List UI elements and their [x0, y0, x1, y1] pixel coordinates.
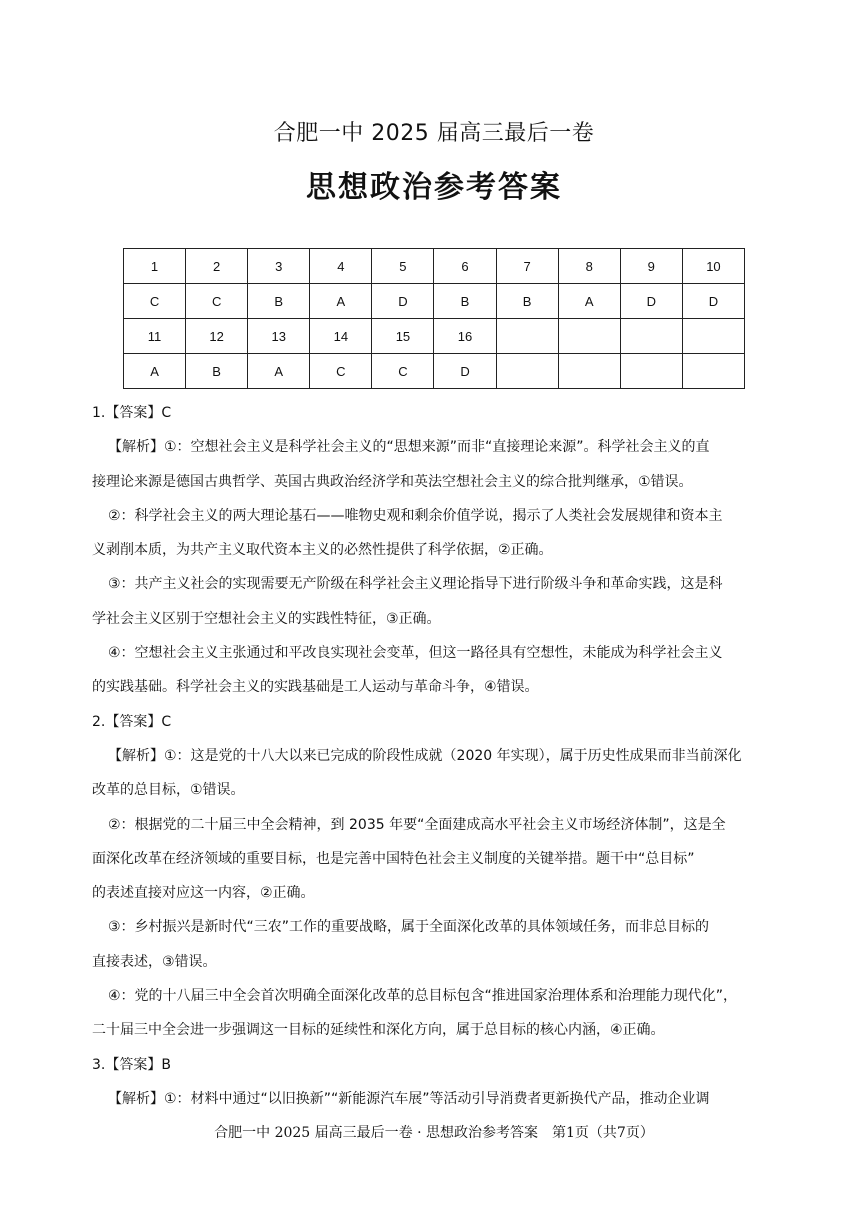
question-number-cell: 14	[310, 319, 372, 354]
answer-cell: D	[682, 284, 744, 319]
analysis-line: 义剥削本质，为共产主义取代资本主义的必然性提供了科学依据，②正确。	[92, 542, 553, 559]
question-number-cell: 11	[124, 319, 186, 354]
question-number-cell	[682, 319, 744, 354]
answer-cell: D	[620, 284, 682, 319]
question-number-cell: 3	[248, 249, 310, 284]
analysis-line: ②：根据党的二十届三中全会精神，到 2035 年要“全面建成高水平社会主义市场经济体制”，这是全	[108, 816, 726, 833]
analysis-line: 的表述直接对应这一内容，②正确。	[92, 885, 315, 902]
question-number-cell: 6	[434, 249, 496, 284]
document-title: 合肥一中 2025 届高三最后一卷	[273, 121, 595, 146]
analysis-line: 学社会主义区别于空想社会主义的实践性特征，③正确。	[92, 610, 441, 627]
question-number-cell: 5	[372, 249, 434, 284]
analysis-line: ④：党的十八届三中全会首次明确全面深化改革的总目标包含“推进国家治理体系和治理能力现代化”，	[108, 988, 738, 1005]
answer-table-row	[124, 249, 745, 284]
question-number-cell	[558, 319, 620, 354]
question-number-cell: 2	[186, 249, 248, 284]
question-number-cell: 7	[496, 249, 558, 284]
answer-cell: C	[124, 284, 186, 319]
answer-cell	[558, 354, 620, 389]
answer-cell: B	[186, 354, 248, 389]
answer-cell: B	[248, 284, 310, 319]
question-number-cell: 13	[248, 319, 310, 354]
answer-cell: B	[434, 284, 496, 319]
answer-line: 1.【答案】C	[92, 405, 172, 421]
question-number-cell: 9	[620, 249, 682, 284]
question-number-cell	[496, 319, 558, 354]
answer-cell: D	[434, 354, 496, 389]
answer-cell	[620, 354, 682, 389]
analysis-line: 面深化改革在经济领域的重要目标，也是完善中国特色社会主义制度的关键举措。题干中“总目标”	[92, 850, 695, 867]
question-number-cell: 16	[434, 319, 496, 354]
answer-cell	[496, 354, 558, 389]
question-number-cell	[620, 319, 682, 354]
answer-cell	[682, 354, 744, 389]
analysis-line: 【解析】①：这是党的十八大以来已完成的阶段性成就（2020 年实现），属于历史性成果而非当前深化	[108, 747, 742, 764]
document-subtitle: 思想政治参考答案	[306, 170, 562, 205]
answer-cell: A	[310, 284, 372, 319]
answer-cell: D	[372, 284, 434, 319]
answer-cell: A	[124, 354, 186, 389]
answer-cell: C	[186, 284, 248, 319]
question-number-cell: 10	[682, 249, 744, 284]
question-number-cell: 4	[310, 249, 372, 284]
answer-cell: B	[496, 284, 558, 319]
analysis-line: ③：共产主义社会的实现需要无产阶级在科学社会主义理论指导下进行阶级斗争和革命实践，这是科	[108, 576, 723, 593]
question-number-cell: 15	[372, 319, 434, 354]
analysis-line: 【解析】①：空想社会主义是科学社会主义的“思想来源”而非“直接理论来源”。科学社会主义的直	[108, 439, 710, 456]
answer-table-row	[124, 319, 745, 354]
analysis-line: 改革的总目标，①错误。	[92, 782, 245, 799]
answer-line: 3.【答案】B	[92, 1056, 171, 1073]
answer-cell: C	[310, 354, 372, 389]
answer-cell: A	[558, 284, 620, 319]
analysis-line: ③：乡村振兴是新时代“三农”工作的重要战略，属于全面深化改革的具体领域任务，而非总目标的	[108, 919, 710, 936]
analysis-line: 二十届三中全会进一步强调这一目标的延续性和深化方向，属于总目标的核心内涵，④正确。	[92, 1022, 665, 1039]
page-footer: 合肥一中 2025 届高三最后一卷 · 思想政治参考答案 第1页（共7页）	[214, 1125, 654, 1141]
answer-table	[123, 248, 745, 389]
answer-cell: C	[372, 354, 434, 389]
analysis-content	[92, 396, 792, 1116]
analysis-line: 接理论来源是德国古典哲学、英国古典政治经济学和英法空想社会主义的综合批判继承，①错误。	[92, 473, 693, 490]
analysis-line: 的实践基础。科学社会主义的实践基础是工人运动与革命斗争，④错误。	[92, 679, 539, 696]
question-number-cell: 12	[186, 319, 248, 354]
question-number-cell: 1	[124, 249, 186, 284]
analysis-line: ④：空想社会主义主张通过和平改良实现社会变革，但这一路径具有空想性，未能成为科学社会主义	[108, 645, 723, 662]
question-number-cell: 8	[558, 249, 620, 284]
answer-table-row	[124, 354, 745, 389]
answer-cell: A	[248, 354, 310, 389]
analysis-line: ②：科学社会主义的两大理论基石——唯物史观和剩余价值学说，揭示了人类社会发展规律和资本主	[108, 507, 723, 524]
answer-line: 2.【答案】C	[92, 713, 172, 730]
analysis-line: 【解析】①：材料中通过“以旧换新”“新能源汽车展”等活动引导消费者更新换代产品，推动企业调	[108, 1090, 710, 1107]
answer-table-row	[124, 284, 745, 319]
analysis-line: 直接表述，③错误。	[92, 953, 217, 970]
